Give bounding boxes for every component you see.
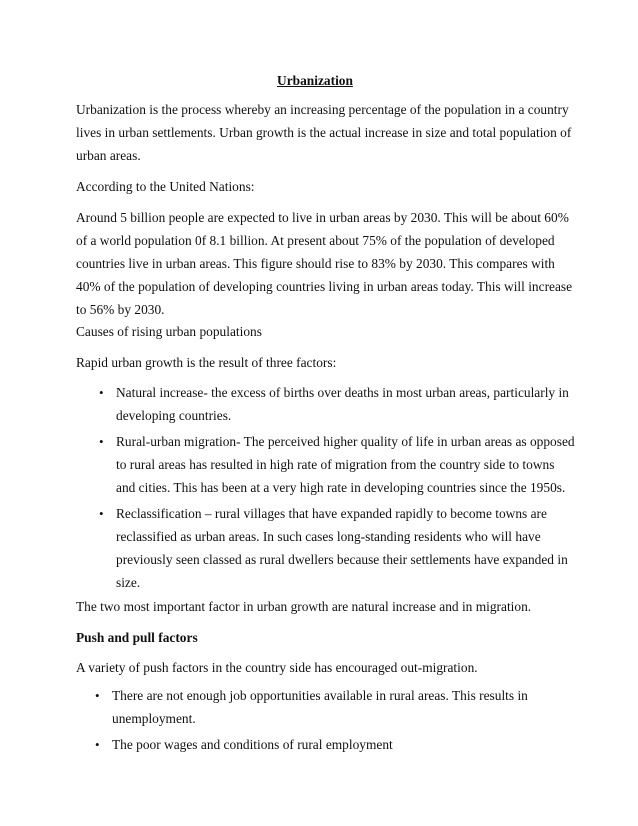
bullet-icon: • bbox=[95, 737, 100, 752]
push-pull-heading: Push and pull factors bbox=[76, 630, 198, 645]
factor-text: Natural increase- the excess of births over deaths in most urban areas, particularly in developing countries. bbox=[116, 385, 569, 423]
list-item bbox=[76, 733, 576, 756]
factors-intro: Rapid urban growth is the result of three factors: bbox=[76, 355, 337, 370]
un-paragraph: Around 5 billion people are expected to live in urban areas by 2030. This will be about 60% of a world population 0f 8.1 billion. At present about 75% of the population of developed countries live in urban areas. This figure should rise to 83% by 2030. This compares with 40% of the population of developing countries living in urban areas today. This will increase to 56% by 2030. bbox=[76, 210, 573, 317]
push-intro: A variety of push factors in the country side has encouraged out-migration. bbox=[76, 660, 478, 675]
factor-text: Reclassification – rural villages that have expanded rapidly to become towns are reclassified as urban areas. In such cases long-standing residents who will have previously seen classed as rural dwellers because their settlements have expanded in size. bbox=[116, 506, 568, 590]
push-factors-list bbox=[76, 684, 576, 759]
un-heading: According to the United Nations: bbox=[76, 179, 255, 194]
bullet-icon: • bbox=[99, 385, 104, 400]
list-item bbox=[76, 430, 576, 499]
bullet-icon: • bbox=[99, 434, 104, 449]
bullet-icon: • bbox=[99, 506, 104, 521]
push-factor-text: There are not enough job opportunities available in rural areas. This results in unemployment. bbox=[112, 688, 528, 726]
causes-heading: Causes of rising urban populations bbox=[76, 324, 262, 339]
intro-paragraph: Urbanization is the process whereby an increasing percentage of the population in a country lives in urban settlements. Urban growth is the actual increase in size and total population of urban areas. bbox=[76, 102, 572, 163]
list-item bbox=[76, 684, 576, 730]
list-item bbox=[76, 502, 576, 594]
page-title: Urbanization bbox=[277, 73, 353, 88]
factors-list bbox=[76, 381, 576, 597]
factor-text: Rural-urban migration- The perceived higher quality of life in urban areas as opposed to rural areas has resulted in high rate of migration from the country side to towns and cities. This has been at a very high rate in developing countries since the 1950s. bbox=[116, 434, 575, 495]
bullet-icon: • bbox=[95, 688, 100, 703]
list-item bbox=[76, 381, 576, 427]
conclusion-paragraph: The two most important factor in urban growth are natural increase and in migration. bbox=[76, 599, 532, 614]
push-factor-text: The poor wages and conditions of rural employment bbox=[112, 737, 393, 752]
